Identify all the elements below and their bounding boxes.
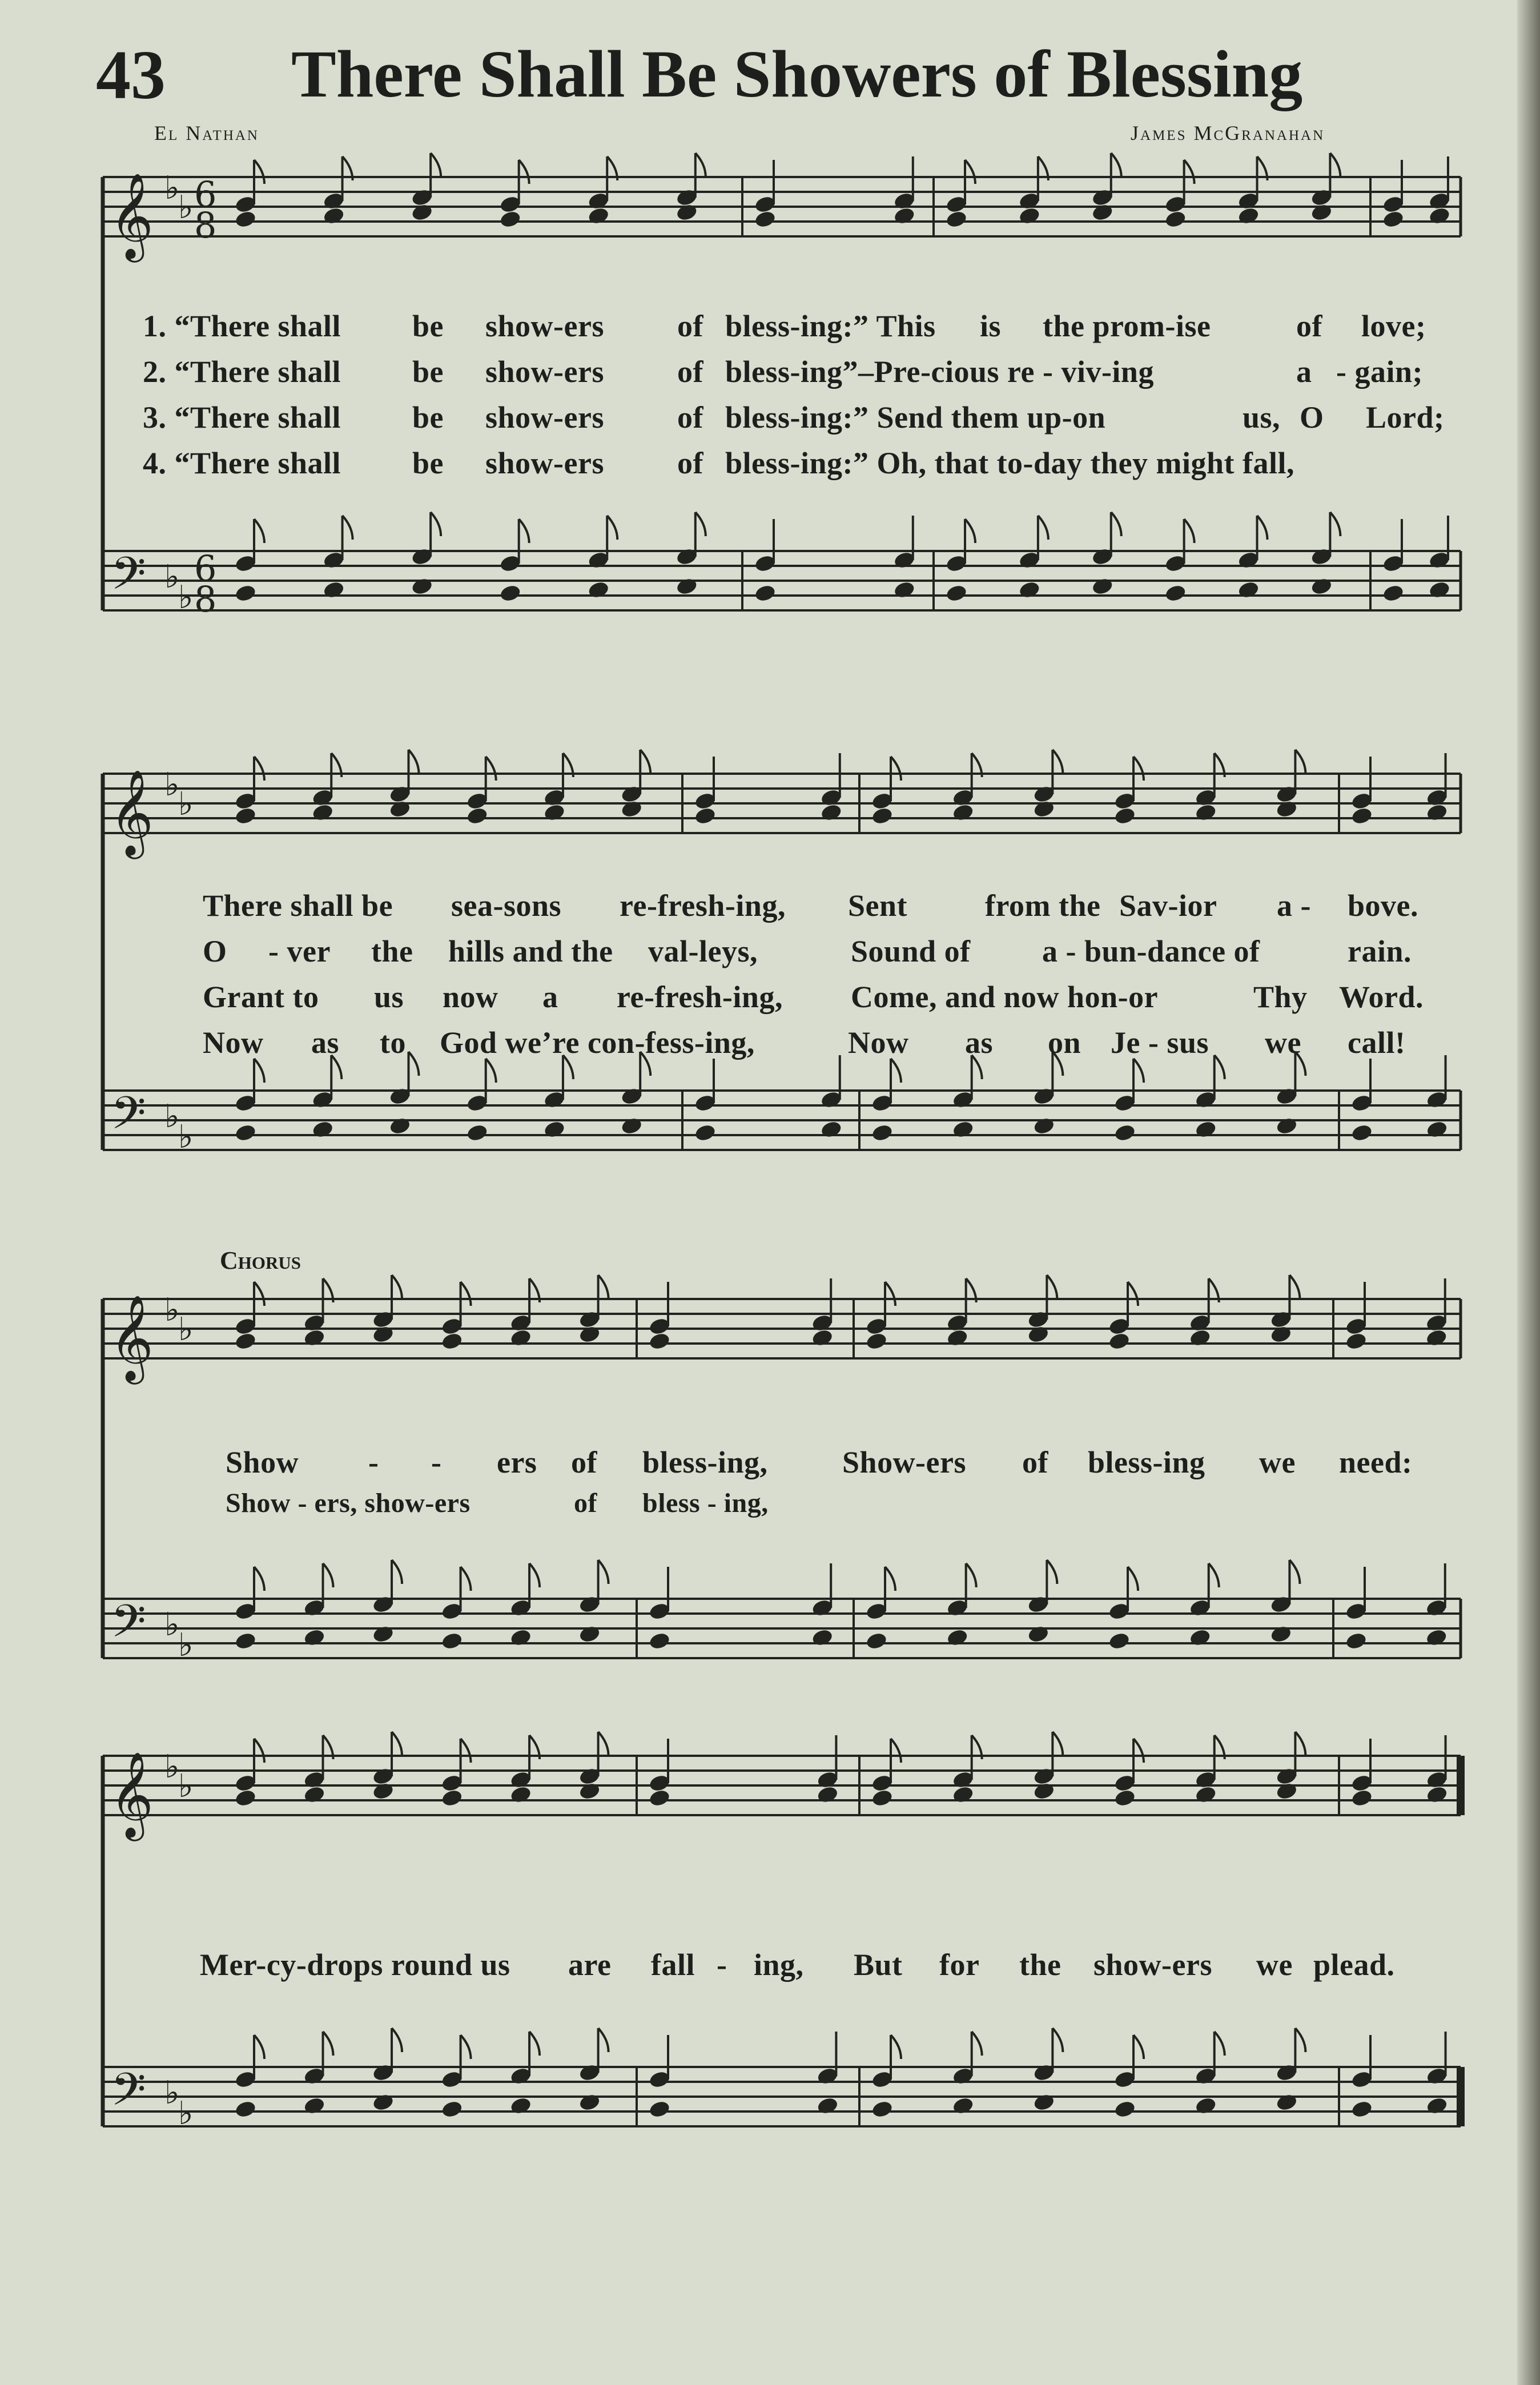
note-head [1350, 2100, 1373, 2119]
note-head [466, 1123, 489, 1143]
lyric-syllable: Word. [1339, 980, 1424, 1014]
note-head [1113, 806, 1136, 826]
lyric-syllable: a - bun-dance of [1042, 934, 1260, 968]
lyric-syllable: val-leys, [648, 934, 758, 968]
flat-icon: ♭ [164, 1292, 180, 1329]
note-flag [607, 516, 617, 540]
hymn-title: There Shall Be Showers of Blessing [291, 37, 1303, 111]
lyric-syllable: show-ers [485, 355, 604, 389]
note-head [754, 210, 777, 229]
lyric-syllable: hills and the [448, 934, 613, 968]
note-flag [461, 1282, 471, 1306]
note-flag [1133, 1739, 1144, 1763]
note-head [234, 1788, 257, 1808]
note-head [1382, 584, 1405, 603]
lyric-syllable: sea-sons [451, 888, 562, 923]
lyric-syllable: Sound of [851, 934, 971, 968]
lyric-syllable: 1. “There shall [143, 309, 341, 343]
lyric-syllable: us [374, 980, 404, 1014]
note-flag [254, 1567, 264, 1591]
flat-icon: ♭ [178, 189, 194, 226]
lyric-syllable: love; [1361, 309, 1426, 343]
note-flag [885, 1282, 895, 1306]
lyric-syllable: as [965, 1025, 994, 1060]
lyric-syllable: we [1256, 1948, 1293, 1982]
lyric-syllable: of [677, 446, 703, 480]
note-flag [972, 2032, 982, 2056]
note-head [1382, 210, 1405, 229]
note-flag [1184, 519, 1195, 543]
lyric-syllable: a [542, 980, 558, 1014]
lyric-syllable: show-ers [1093, 1948, 1212, 1982]
lyric-syllable: bove. [1348, 888, 1418, 923]
lyric-syllable: be [412, 309, 444, 343]
hymn-number: 43 [96, 37, 166, 114]
lyric-syllable: re-fresh-ing, [617, 980, 783, 1014]
lyric-syllable: - ver [268, 934, 331, 968]
treble-clef-icon: 𝄞 [110, 769, 154, 855]
lyric-syllable: God we’re con-fess-ing, [440, 1025, 755, 1060]
note-flag [1257, 516, 1268, 540]
note-head [234, 584, 257, 603]
note-flag [1295, 1732, 1305, 1756]
note-flag [408, 1052, 419, 1076]
note-head [1113, 1788, 1136, 1808]
lyric-syllable: Sent [848, 888, 908, 923]
time-signature-icon: 6 [194, 174, 217, 215]
note-head [1108, 1332, 1131, 1351]
note-flag [1052, 750, 1063, 774]
lyric-syllable: for [939, 1948, 980, 1982]
lyric-syllable: from the [985, 888, 1101, 923]
note-flag [598, 1275, 609, 1299]
note-head [1113, 1123, 1136, 1143]
lyric-syllable: us, [1243, 400, 1281, 435]
lyric-syllable: the [1019, 1948, 1061, 1982]
note-flag [1209, 1563, 1219, 1587]
note-flag [1047, 1275, 1057, 1299]
lyric-syllable: we [1265, 1025, 1301, 1060]
note-flag [891, 757, 901, 781]
treble-clef-icon: 𝄞 [110, 172, 154, 259]
lyric-syllable: 4. “There shall [143, 446, 341, 480]
note-head [1350, 806, 1373, 826]
lyric-syllable: - [717, 1948, 727, 1982]
lyric-syllable: to [380, 1025, 406, 1060]
note-head [1350, 1788, 1373, 1808]
note-flag [392, 2028, 402, 2052]
lyric-syllable: of [1022, 1445, 1048, 1479]
note-head [1345, 1332, 1368, 1351]
flat-icon: ♭ [164, 170, 180, 207]
note-flag [254, 1059, 264, 1083]
flat-icon: ♭ [178, 579, 194, 616]
lyric-syllable: Thy [1253, 980, 1308, 1014]
lyric-syllable: be [412, 400, 444, 435]
note-flag [1330, 512, 1340, 536]
lyric-syllable: fall [651, 1948, 695, 1982]
note-head [945, 210, 968, 229]
note-flag [1289, 1560, 1300, 1584]
note-flag [1111, 153, 1121, 177]
bass-clef-icon: 𝄢 [111, 2063, 146, 2127]
note-head [865, 1332, 888, 1351]
lyric-syllable: Show [226, 1445, 299, 1479]
lyric-syllable: Show-ers [842, 1445, 966, 1479]
note-head [1164, 584, 1187, 603]
note-flag [343, 516, 353, 540]
lyric-syllable: 2. “There shall [143, 355, 341, 389]
note-flag [486, 1059, 496, 1083]
flat-icon: ♭ [178, 1627, 194, 1664]
note-head [1108, 1631, 1131, 1651]
note-flag [891, 2035, 901, 2059]
treble-clef-icon: 𝄞 [110, 1294, 154, 1381]
lyric-syllable: bless-ing:” Oh, that to-day they might fall, [725, 446, 1295, 480]
time-signature-icon: 6 [194, 548, 217, 589]
lyric-syllable: of [677, 400, 703, 435]
note-head [648, 1332, 671, 1351]
note-flag [519, 519, 529, 543]
note-flag [254, 160, 264, 184]
note-head [871, 806, 894, 826]
note-flag [392, 1732, 402, 1756]
note-flag [461, 1567, 471, 1591]
note-flag [1295, 2028, 1305, 2052]
note-head [694, 1123, 717, 1143]
note-flag [323, 2032, 333, 2056]
flat-icon: ♭ [164, 558, 180, 596]
lyric-syllable: re-fresh-ing, [620, 888, 786, 923]
lyric-syllable: Mer-cy-drops round us [200, 1948, 510, 1982]
note-flag [965, 160, 975, 184]
lyric-syllable: ing, [754, 1948, 804, 1982]
lyric-syllable: the prom-ise [1043, 309, 1211, 343]
note-flag [1215, 1055, 1225, 1079]
note-head [871, 1123, 894, 1143]
note-head [694, 806, 717, 826]
note-flag [431, 512, 441, 536]
note-head [648, 1788, 671, 1808]
time-signature-icon: 8 [194, 578, 217, 620]
note-flag [392, 1275, 402, 1299]
note-flag [529, 2032, 540, 2056]
lyric-syllable: are [568, 1948, 612, 1982]
lyric-syllable: we [1259, 1445, 1296, 1479]
note-head [234, 1332, 257, 1351]
lyric-syllable: bless - ing, [642, 1488, 769, 1518]
lyric-syllable: Come, and now hon-or [851, 980, 1159, 1014]
note-flag [1052, 2028, 1063, 2052]
note-flag [254, 1282, 264, 1306]
lyric-syllable: of [571, 1445, 597, 1479]
note-head [234, 806, 257, 826]
note-flag [695, 153, 706, 177]
music-credit: James McGranahan [1131, 122, 1325, 144]
lyric-syllable: call! [1348, 1025, 1406, 1060]
lyric-syllable: on [1048, 1025, 1081, 1060]
note-flag [519, 160, 529, 184]
note-flag [695, 512, 706, 536]
note-flag [598, 1560, 609, 1584]
lyric-syllable: of [1296, 309, 1322, 343]
note-flag [1133, 1059, 1144, 1083]
lyric-syllable: show-ers [485, 400, 604, 435]
lyric-syllable: bless-ing”–Pre-cious re - viv-ing [725, 355, 1154, 389]
bass-clef-icon: 𝄢 [111, 547, 146, 611]
note-head [499, 584, 522, 603]
lyric-syllable: Je - sus [1111, 1025, 1209, 1060]
note-flag [254, 2035, 264, 2059]
lyric-syllable: a - [1277, 888, 1311, 923]
lyric-syllable: bless-ing:” This [725, 309, 936, 343]
lyric-syllable: Sav-ior [1119, 888, 1217, 923]
lyric-syllable: need: [1339, 1445, 1413, 1479]
note-flag [885, 1567, 895, 1591]
flat-icon: ♭ [178, 2095, 194, 2132]
lyric-syllable: as [311, 1025, 340, 1060]
lyric-syllable: O [203, 934, 227, 968]
note-flag [1133, 757, 1144, 781]
note-head [440, 1332, 463, 1351]
lyric-syllable: bless-ing, [642, 1445, 768, 1479]
note-flag [1184, 160, 1195, 184]
lyric-syllable: Show - ers, show-ers [226, 1488, 471, 1518]
lyric-syllable: - [431, 1445, 442, 1479]
note-flag [323, 1563, 333, 1587]
note-head [234, 2100, 257, 2119]
note-head [1345, 1631, 1368, 1651]
lyric-syllable: now [443, 980, 498, 1014]
note-head [871, 2100, 894, 2119]
flat-icon: ♭ [164, 1748, 180, 1785]
flat-icon: ♭ [178, 1768, 194, 1805]
note-head [754, 584, 777, 603]
note-flag [1047, 1560, 1057, 1584]
note-flag [1330, 153, 1340, 177]
treble-clef-icon: 𝄞 [110, 1751, 154, 1837]
note-head [234, 1123, 257, 1143]
words-credit: El Nathan [154, 122, 259, 144]
lyric-syllable: bless-ing [1088, 1445, 1205, 1479]
note-head [466, 806, 489, 826]
lyric-syllable: Grant to [203, 980, 319, 1014]
lyric-syllable: Now [848, 1025, 909, 1060]
lyric-syllable: Lord; [1366, 400, 1445, 435]
note-flag [392, 1560, 402, 1584]
lyric-syllable: Now [203, 1025, 264, 1060]
lyric-syllable: ers [497, 1445, 537, 1479]
bass-clef-icon: 𝄢 [111, 1087, 146, 1151]
lyric-syllable: the [371, 934, 413, 968]
note-flag [965, 519, 975, 543]
lyric-syllable: is [980, 309, 1002, 343]
bass-clef-icon: 𝄢 [111, 1595, 146, 1659]
lyric-syllable: But [854, 1948, 903, 1982]
note-flag [640, 750, 650, 774]
note-flag [254, 757, 264, 781]
flat-icon: ♭ [164, 766, 180, 803]
note-flag [598, 1732, 609, 1756]
note-flag [254, 519, 264, 543]
note-flag [461, 1739, 471, 1763]
lyric-syllable: of [677, 355, 703, 389]
note-head [1113, 2100, 1136, 2119]
lyric-syllable: 3. “There shall [143, 400, 341, 435]
note-head [871, 1788, 894, 1808]
lyric-syllable: show-ers [485, 446, 604, 480]
note-flag [891, 1059, 901, 1083]
lyric-syllable: plead. [1313, 1948, 1395, 1982]
note-flag [966, 1563, 976, 1587]
note-head [234, 1631, 257, 1651]
note-flag [1111, 512, 1121, 536]
note-head [234, 210, 257, 229]
note-flag [1133, 2035, 1144, 2059]
lyric-syllable: bless-ing:” Send them up-on [725, 400, 1106, 435]
flat-icon: ♭ [164, 2074, 180, 2111]
note-flag [891, 1739, 901, 1763]
note-flag [598, 2028, 609, 2052]
note-flag [254, 1739, 264, 1763]
note-head [865, 1631, 888, 1651]
lyric-syllable: O [1300, 400, 1324, 435]
note-flag [486, 757, 496, 781]
note-flag [1128, 1282, 1138, 1306]
lyric-syllable: of [677, 309, 703, 343]
note-flag [1052, 1732, 1063, 1756]
lyric-syllable: show-ers [485, 309, 604, 343]
lyric-syllable: There shall be [203, 888, 393, 923]
chorus-label: Chorus [220, 1246, 301, 1274]
note-flag [1215, 2032, 1225, 2056]
flat-icon: ♭ [178, 786, 194, 823]
note-flag [1128, 1567, 1138, 1591]
note-head [440, 1788, 463, 1808]
note-flag [529, 1563, 540, 1587]
lyric-syllable: rain. [1348, 934, 1412, 968]
lyric-syllable: be [412, 446, 444, 480]
note-flag [408, 750, 419, 774]
note-flag [431, 153, 441, 177]
note-head [499, 210, 522, 229]
time-signature-icon: 8 [194, 204, 217, 246]
lyric-syllable: of [574, 1488, 597, 1518]
note-head [1164, 210, 1187, 229]
note-head [648, 2100, 671, 2119]
lyric-syllable: - [368, 1445, 379, 1479]
flat-icon: ♭ [164, 1606, 180, 1643]
lyric-syllable: be [412, 355, 444, 389]
flat-icon: ♭ [178, 1119, 194, 1156]
lyric-syllable: - gain; [1336, 355, 1423, 389]
note-flag [461, 2035, 471, 2059]
note-head [945, 584, 968, 603]
lyric-syllable: a [1296, 355, 1312, 389]
note-head [440, 1631, 463, 1651]
note-head [1350, 1123, 1373, 1143]
note-head [648, 1631, 671, 1651]
flat-icon: ♭ [178, 1311, 194, 1348]
note-flag [1038, 516, 1048, 540]
note-flag [1289, 1275, 1300, 1299]
flat-icon: ♭ [164, 1098, 180, 1135]
note-flag [1295, 750, 1305, 774]
note-head [440, 2100, 463, 2119]
